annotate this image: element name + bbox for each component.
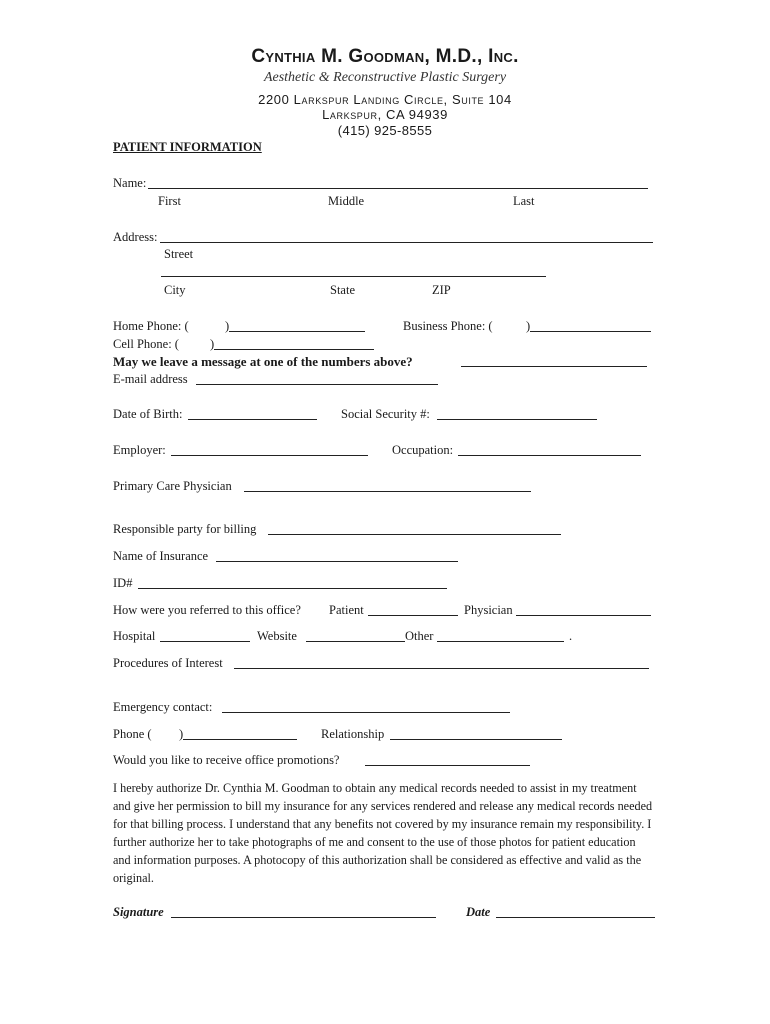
first-name-caption: First — [158, 194, 181, 208]
relationship-field[interactable] — [390, 739, 562, 740]
home-phone-label: Home Phone: ( — [113, 319, 189, 333]
dob-label: Date of Birth: — [113, 407, 183, 421]
insurance-name-field[interactable] — [216, 561, 458, 562]
other-field[interactable] — [437, 641, 564, 642]
responsible-party-label: Responsible party for billing — [113, 522, 257, 536]
business-phone-paren: ) — [526, 319, 531, 333]
leave-message-label: May we leave a message at one of the numbers above? — [113, 354, 413, 369]
other-label: Other — [405, 629, 434, 643]
zip-caption: ZIP — [432, 283, 451, 297]
address-line-2: Larkspur, CA 94939 — [322, 107, 448, 122]
emergency-contact-label: Emergency contact: — [113, 700, 213, 714]
signature-label: Signature — [113, 905, 164, 919]
date-label: Date — [466, 905, 491, 919]
emergency-phone-label: Phone ( — [113, 727, 152, 741]
responsible-party-field[interactable] — [268, 534, 561, 535]
street-caption: Street — [164, 247, 194, 261]
promotions-field[interactable] — [365, 765, 530, 766]
practice-name: Cynthia M. Goodman, M.D., Inc. — [251, 46, 519, 67]
address-line-1: 2200 Larkspur Landing Circle, Suite 104 — [258, 92, 512, 107]
id-label: ID# — [113, 576, 133, 590]
referred-patient-label: Patient — [329, 603, 364, 617]
business-phone-field[interactable] — [530, 331, 651, 332]
last-name-caption: Last — [513, 194, 535, 208]
practice-phone: (415) 925-8555 — [337, 123, 433, 138]
emergency-phone-paren: ) — [179, 727, 184, 741]
city-caption: City — [164, 283, 186, 297]
date-field[interactable] — [496, 917, 655, 918]
business-phone-label: Business Phone: ( — [403, 319, 493, 333]
referred-physician-label: Physician — [464, 603, 513, 617]
ssn-label: Social Security #: — [341, 407, 430, 421]
signature-field[interactable] — [171, 917, 436, 918]
referred-physician-field[interactable] — [516, 615, 651, 616]
authorization-paragraph: I hereby authorize Dr. Cynthia M. Goodman to obtain any medical records needed to assist in my treatment and give her permission to bill my insurance for any services rendered and release any medical records needed for that billing process. I understand that any benefits not covered by my insurance remain my responsibility. I further authorize her to take photographs of me and consent to the use of those photos for patient education and information purposes. A photocopy of this authorization shall be considered as effective and valid as the original. — [113, 781, 653, 885]
other-period: . — [569, 629, 573, 643]
occupation-field[interactable] — [458, 455, 641, 456]
hospital-label: Hospital — [113, 629, 156, 643]
emergency-phone-field[interactable] — [183, 739, 297, 740]
pcp-label: Primary Care Physician — [113, 479, 232, 493]
procedures-field[interactable] — [234, 668, 649, 669]
id-field[interactable] — [138, 588, 447, 589]
street-field[interactable] — [160, 242, 653, 243]
pcp-field[interactable] — [244, 491, 531, 492]
practice-specialty: Aesthetic & Reconstructive Plastic Surgery — [263, 70, 507, 85]
home-phone-paren: ) — [225, 319, 230, 333]
address-label: Address: — [113, 230, 158, 244]
emergency-contact-field[interactable] — [222, 712, 510, 713]
referred-label: How were you referred to this office? — [113, 603, 301, 617]
state-caption: State — [330, 283, 355, 297]
ssn-field[interactable] — [437, 419, 597, 420]
home-phone-field[interactable] — [229, 331, 365, 332]
promotions-label: Would you like to receive office promotions? — [113, 753, 340, 767]
name-field[interactable] — [148, 188, 648, 189]
insurance-name-label: Name of Insurance — [113, 549, 209, 563]
cell-phone-label: Cell Phone: ( — [113, 337, 179, 351]
website-field[interactable] — [306, 641, 405, 642]
referred-patient-field[interactable] — [368, 615, 458, 616]
employer-field[interactable] — [171, 455, 368, 456]
email-field[interactable] — [196, 384, 438, 385]
cell-phone-paren: ) — [210, 337, 215, 351]
website-label: Website — [257, 629, 297, 643]
employer-label: Employer: — [113, 443, 166, 457]
cell-phone-field[interactable] — [214, 349, 374, 350]
procedures-label: Procedures of Interest — [113, 656, 223, 670]
section-title: PATIENT INFORMATION — [113, 140, 262, 154]
name-label: Name: — [113, 176, 147, 190]
relationship-label: Relationship — [321, 727, 385, 741]
middle-name-caption: Middle — [328, 194, 365, 208]
leave-message-field[interactable] — [461, 366, 647, 367]
occupation-label: Occupation: — [392, 443, 454, 457]
hospital-field[interactable] — [160, 641, 250, 642]
dob-field[interactable] — [188, 419, 317, 420]
email-label: E-mail address — [113, 372, 188, 386]
city-state-zip-field[interactable] — [161, 276, 546, 277]
